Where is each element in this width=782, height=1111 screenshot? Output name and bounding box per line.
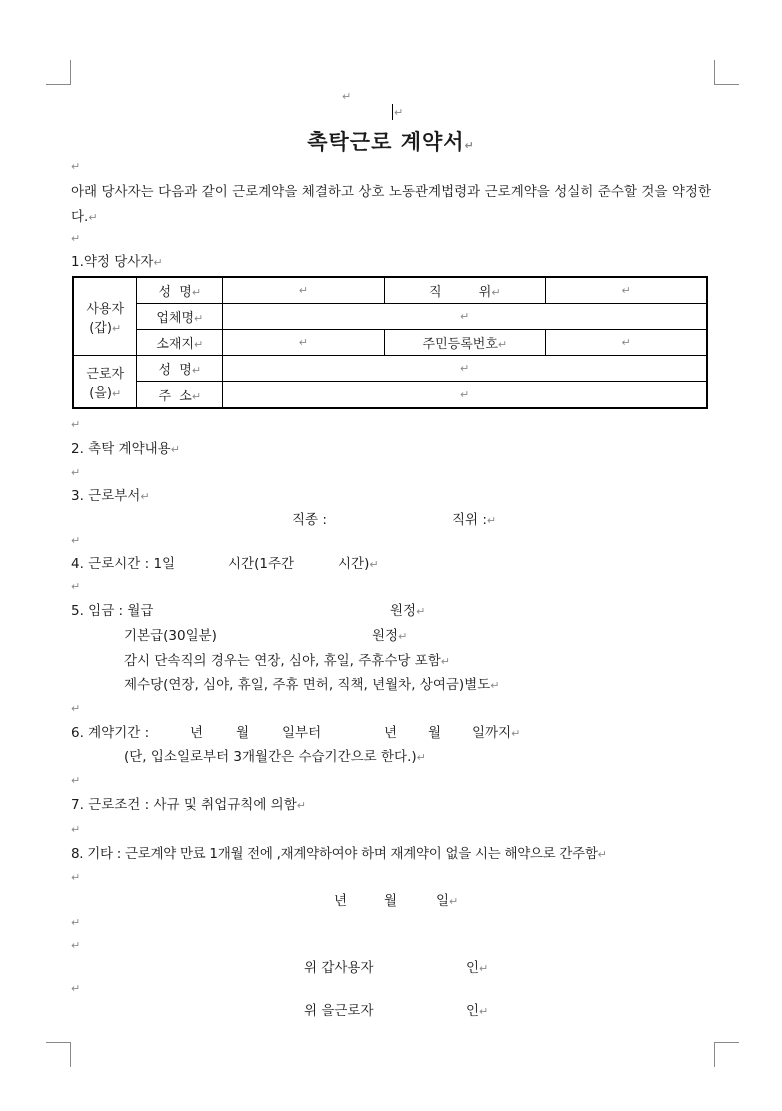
paragraph-mark-icon [71, 914, 80, 932]
employer-name-value[interactable] [223, 277, 384, 304]
hours-end-text: 시간) ↵ [338, 555, 379, 574]
paragraph-mark-icon [71, 821, 80, 839]
paragraph-mark-icon [417, 751, 426, 764]
paragraph-mark-icon [71, 980, 80, 998]
employer-label-cell: 사용자(갑) ↵ [73, 277, 137, 356]
paragraph-mark-icon [460, 362, 469, 375]
paragraph-mark-icon [71, 578, 80, 596]
intro-paragraph[interactable]: 아래 당사자는 다음과 같이 근로계약을 체결하고 상호 노동관계법령과 근로계약을 성실히 준수할 것을 약정한다. ↵ [71, 180, 711, 230]
paragraph-mark-icon [398, 630, 407, 643]
paragraph-mark-icon [460, 388, 469, 401]
paragraph-mark-icon [71, 416, 80, 434]
paragraph-mark-icon [171, 443, 180, 456]
location-label: 소재지 ↵ [137, 330, 223, 356]
weekly-hours-text: 시간(1주간 [228, 556, 295, 572]
section-3-heading[interactable]: 3. 근로부서 ↵ [71, 487, 150, 506]
paragraph-mark-icon [479, 1005, 488, 1018]
job-position-field[interactable]: 직위 : ↵ [452, 511, 496, 530]
paragraph-mark-icon [441, 655, 450, 668]
paragraph-mark-icon [71, 230, 80, 248]
paragraph-mark-icon [394, 104, 403, 122]
start-year: 년 [190, 725, 204, 741]
paragraph-mark-icon [192, 390, 201, 403]
employee-name-label: 성 명 ↵ [137, 356, 223, 382]
start-month: 월 [236, 725, 250, 741]
paragraph-mark-icon [299, 336, 308, 349]
document-title[interactable]: 촉탁근로 계약서 ↵ [0, 126, 782, 156]
wage-note-1: 감시 단속직의 경우는 연장, 심야, 휴일, 주휴수당 포함 ↵ [124, 652, 450, 671]
paragraph-mark-icon [153, 256, 162, 269]
sign-day: 일 ↵ [436, 892, 458, 911]
end-month: 월 [428, 725, 442, 741]
start-day: 일부터 [282, 725, 322, 741]
crop-mark-top-right [714, 60, 739, 85]
paragraph-mark-icon [192, 286, 201, 299]
paragraph-mark-icon [487, 514, 496, 527]
paragraph-mark-icon [194, 312, 203, 325]
paragraph-mark-icon [71, 772, 80, 790]
paragraph-mark-icon [71, 869, 80, 887]
paragraph-mark-icon [297, 799, 306, 812]
paragraph-mark-icon [88, 211, 97, 224]
paragraph-mark-icon [460, 310, 469, 323]
paragraph-mark-icon [369, 558, 378, 571]
employee-address-value[interactable] [223, 382, 707, 409]
employee-name-value[interactable] [223, 356, 707, 382]
base-pay-label: 기본급(30일분) [124, 628, 217, 644]
paragraph-mark-icon [71, 464, 80, 482]
employer-position-label: 직 위 ↵ [384, 277, 546, 304]
job-type-field[interactable]: 직종 : [292, 512, 327, 528]
paragraph-mark-icon [621, 284, 630, 297]
paragraph-mark-icon [598, 848, 607, 861]
monthly-wage-won: 원정 ↵ [390, 602, 425, 621]
paragraph-mark-icon [490, 679, 499, 692]
section-2-heading[interactable]: 2. 촉탁 계약내용 ↵ [71, 440, 180, 459]
employer-name-label: 성 명 ↵ [137, 277, 223, 304]
paragraph-mark-icon [140, 490, 149, 503]
section-1-heading[interactable]: 1.약정 당사자 ↵ [71, 253, 163, 272]
paragraph-mark-icon [192, 364, 201, 377]
base-pay-won: 원정 ↵ [372, 627, 407, 646]
paragraph-mark-icon [465, 139, 475, 152]
paragraph-mark-icon [194, 338, 203, 351]
employer-seal[interactable]: 인 ↵ [466, 959, 488, 978]
wage-note-2: 제수당(연장, 심야, 휴일, 주휴 면허, 직책, 년월차, 상여금)별도 ↵ [124, 676, 499, 695]
paragraph-mark-icon [112, 387, 121, 400]
company-name-value[interactable] [223, 304, 707, 330]
section-8-heading[interactable]: 8. 기타 : 근로계약 만료 1개월 전에 ,재계약하여야 하며 재계약이 없을 시는 해약으로 간주함 ↵ [71, 845, 607, 864]
paragraph-mark-icon [498, 338, 507, 351]
section-5-heading[interactable]: 5. 임금 : 월급 [71, 603, 154, 619]
paragraph-mark-icon [299, 284, 308, 297]
section-6-heading[interactable]: 6. 계약기간 : [71, 725, 150, 741]
employee-label-cell: 근로자(을) ↵ [73, 356, 137, 409]
location-value[interactable] [223, 330, 384, 356]
sign-year: 년 [334, 893, 348, 909]
paragraph-mark-icon [479, 962, 488, 975]
paragraph-mark-icon [491, 286, 500, 299]
paragraph-mark-icon [71, 937, 80, 955]
paragraph-mark-icon [449, 895, 458, 908]
paragraph-mark-icon [71, 532, 80, 550]
sign-month: 월 [384, 893, 398, 909]
employer-signature-label: 위 갑사용자 [304, 960, 374, 976]
employee-address-label: 주 소 ↵ [137, 382, 223, 409]
id-number-value[interactable] [546, 330, 707, 356]
text-cursor [392, 104, 393, 120]
employee-signature-label: 위 을근로자 [304, 1003, 374, 1019]
section-4-heading[interactable]: 4. 근로시간 : 1일 [71, 556, 176, 572]
id-number-label: 주민등록번호 ↵ [384, 330, 546, 356]
crop-mark-bottom-left [46, 1042, 71, 1067]
company-name-label: 업체명 ↵ [137, 304, 223, 330]
paragraph-mark-icon [112, 322, 121, 335]
paragraph-mark-icon [71, 158, 80, 176]
end-day: 일까지 ↵ [472, 724, 520, 743]
crop-mark-bottom-right [714, 1042, 739, 1067]
section-7-heading[interactable]: 7. 근로조건 : 사규 및 취업규칙에 의함 ↵ [71, 796, 306, 815]
paragraph-mark-icon [342, 88, 351, 106]
paragraph-mark-icon [71, 700, 80, 718]
paragraph-mark-icon [416, 605, 425, 618]
employee-seal[interactable]: 인 ↵ [466, 1002, 488, 1021]
crop-mark-top-left [46, 60, 71, 85]
paragraph-mark-icon [511, 727, 520, 740]
paragraph-mark-icon [621, 336, 630, 349]
probation-note: (단, 입소일로부터 3개월간은 수습기간으로 한다.) ↵ [124, 748, 426, 767]
end-year: 년 [384, 725, 398, 741]
parties-table [72, 276, 708, 409]
employer-position-value[interactable] [546, 277, 707, 304]
